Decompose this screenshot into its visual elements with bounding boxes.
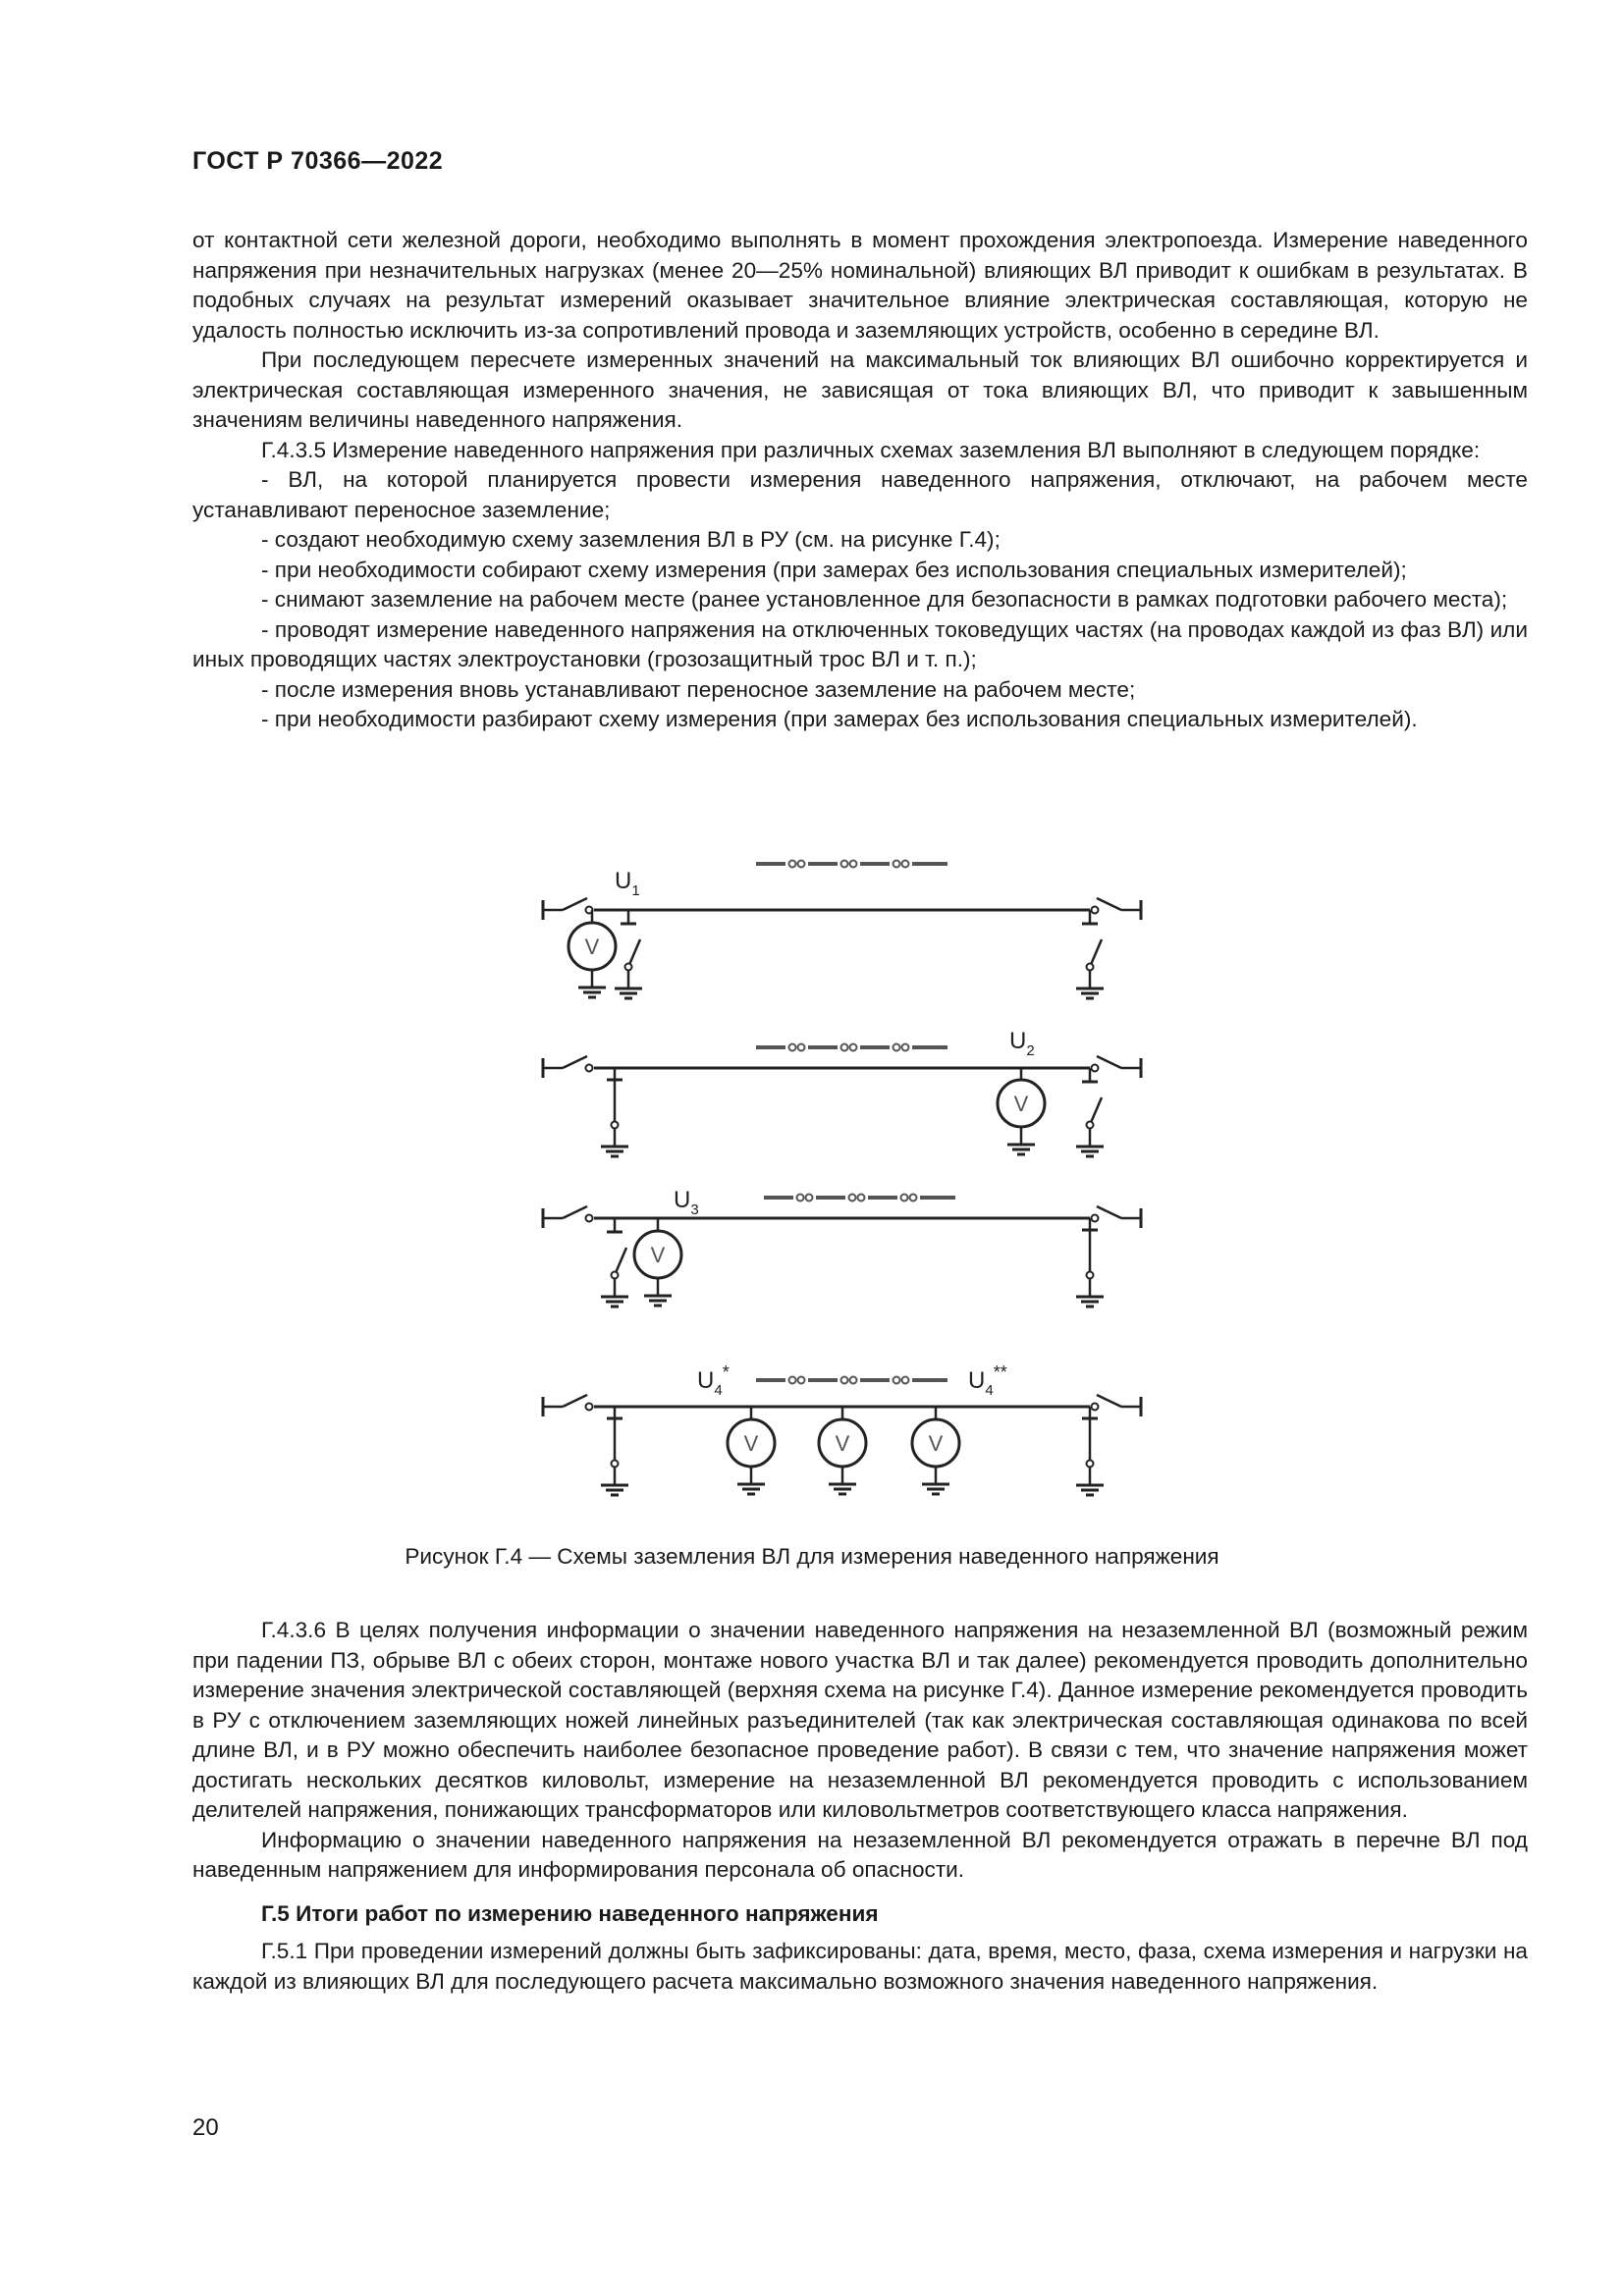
list-item: - при необходимости разбирают схему измерения (при замерах без использования специальных измерителей). xyxy=(261,707,1418,731)
document-header: ГОСТ Р 70366—2022 xyxy=(192,147,444,175)
list-item: - снимают заземление на рабочем месте (ранее установленное для безопасности в рамках подготовки рабочего места); xyxy=(261,587,1508,612)
u3-label: $U_3$ xyxy=(674,1187,699,1218)
voltmeter-label: V xyxy=(584,934,600,959)
bottom-text-block xyxy=(192,1616,1528,1997)
list-item: - создают необходимую схему заземления ВЛ в РУ (см. на рисунке Г.4); xyxy=(261,527,1001,552)
voltmeter-label: V xyxy=(743,1431,759,1456)
figure-caption: Рисунок Г.4 — Схемы заземления ВЛ для измерения наведенного напряжения xyxy=(405,1544,1219,1569)
grounding-schemes-figure xyxy=(530,844,1198,1531)
list-item: - ВЛ, на которой планируется провести измерения наведенного напряжения, отключают, на рабочем месте устанавливают переносное заземление; xyxy=(192,467,1528,522)
page-number: 20 xyxy=(192,2114,219,2141)
u1-label: $U_1$ xyxy=(615,868,640,899)
u4-star-label: $U_4^*$ xyxy=(697,1362,730,1399)
voltmeter-label: V xyxy=(1013,1092,1029,1116)
u2-label: $U_2$ xyxy=(1009,1028,1035,1059)
list-item: - проводят измерение наведенного напряжения на отключенных токоведущих частях (на проводах каждой из фаз ВЛ) или иных проводящих частях электроустановки (грозозащитный трос ВЛ и т. п.); xyxy=(192,616,1528,671)
list-item: - при необходимости собирают схему измерения (при замерах без использования специальных измерителей); xyxy=(261,557,1407,582)
scheme-4 xyxy=(543,1362,1141,1495)
scheme-3 xyxy=(543,1187,1141,1307)
top-text-block xyxy=(192,226,1528,735)
paragraph: Г.4.3.5 Измерение наведенного напряжения при различных схемах заземления ВЛ выполняют в следующем порядке: xyxy=(261,437,1481,462)
voltmeter-label: V xyxy=(835,1431,850,1456)
scheme-2 xyxy=(543,1028,1141,1156)
list-item: - после измерения вновь устанавливают переносное заземление на рабочем месте; xyxy=(261,676,1136,702)
paragraph: от контактной сети железной дороги, необходимо выполнять в момент прохождения электропоезда. Измерение наведенного напряжения при незначительных нагрузках (менее 20—25% номинальной) влияющих ВЛ приводит к ошибкам в результатах. В подобных случаях на результат измерений оказывает значительное влияние электрическая составляющая, которую не удалость полностью исключить из-за сопротивлений провода и заземляющих устройств, особенно в середине ВЛ. xyxy=(192,228,1528,343)
grounding-schemes-diagram xyxy=(530,844,1198,1531)
u4-double-star-label: $U_4^{**}$ xyxy=(968,1362,1007,1399)
voltmeter-label: V xyxy=(650,1243,666,1267)
paragraph: Г.4.3.6 В целях получения информации о значении наведенного напряжения на незаземленной ВЛ (возможный режим при падении ПЗ, обрыве ВЛ с обеих сторон, монтаже нового участка ВЛ и так далее) рекомендуется проводить дополнительно измерение значения электрической составляющей (верхняя схема на рисунке Г.4). Данное измерение рекомендуется проводить в РУ с отключением заземляющих ножей линейных разъединителей (так как электрическая составляющая одинакова по всей длине ВЛ, и в РУ можно обеспечить наиболее безопасное проведение работ). В связи с тем, что значение напряжения может достигать нескольких десятков киловольт, измерение на незаземленной ВЛ рекомендуется проводить с использованием делителей напряжения, понижающих трансформаторов или киловольтметров соответствующего класса напряжения. xyxy=(192,1618,1528,1822)
scheme-1 xyxy=(543,861,1141,999)
paragraph: Г.5.1 При проведении измерений должны быть зафиксированы: дата, время, место, фаза, схема измерения и нагрузки на каждой из влияющих ВЛ для последующего расчета максимально возможного значения наведенного напряжения. xyxy=(192,1939,1528,1994)
voltmeter-label: V xyxy=(928,1431,944,1456)
paragraph: Информацию о значении наведенного напряжения на незаземленной ВЛ рекомендуется отражать в перечне ВЛ под наведенным напряжением для информирования персонала об опасности. xyxy=(192,1827,1528,1882)
section-heading: Г.5 Итоги работ по измерению наведенного напряжения xyxy=(261,1900,879,1926)
paragraph: При последующем пересчете измеренных значений на максимальный ток влияющих ВЛ ошибочно корректируется и электрическая составляющая измеренного значения, не зависящая от тока влияющих ВЛ, что приводит к завышенным значениям величины наведенного напряжения. xyxy=(192,347,1528,432)
